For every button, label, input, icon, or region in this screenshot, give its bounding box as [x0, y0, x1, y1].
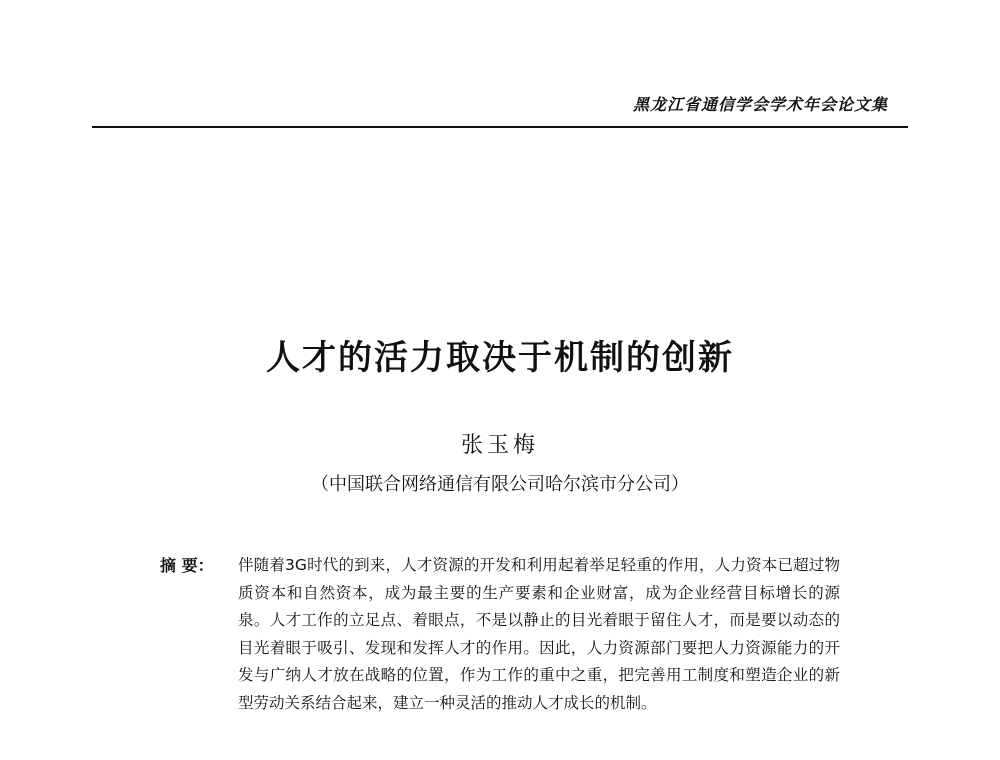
running-header: 黑龙江省通信学会学术年会论文集 [632, 95, 888, 114]
author-name: 张玉梅 [460, 433, 539, 458]
header-rule [92, 126, 908, 128]
paper-title: 人才的活力取决于机制的创新 [266, 338, 734, 378]
abstract-label: 摘 要： [160, 556, 214, 575]
author-affiliation: （中国联合网络通信有限公司哈尔滨市分公司） [311, 474, 689, 495]
abstract-text: 伴随着3G时代的到来，人才资源的开发和利用起着举足轻重的作用，人力资本已超过物质资本和自然资本，成为最主要的生产要素和企业财富，成为企业经营目标增长的源泉。人才工作的立足点、着眼点，不是以静止的目光着眼于留住人才，而是要以动态的目光着眼于吸引、发现和发挥人才的作用。因此，人力资源部门要把人力资源能力的开发与广纳人才放在战略的位置，作为工作的重中之重，把完善用工制度和塑造企业的新型劳动关系结合起来，建立一种灵活的推动人才成长的机制。 [238, 556, 840, 712]
